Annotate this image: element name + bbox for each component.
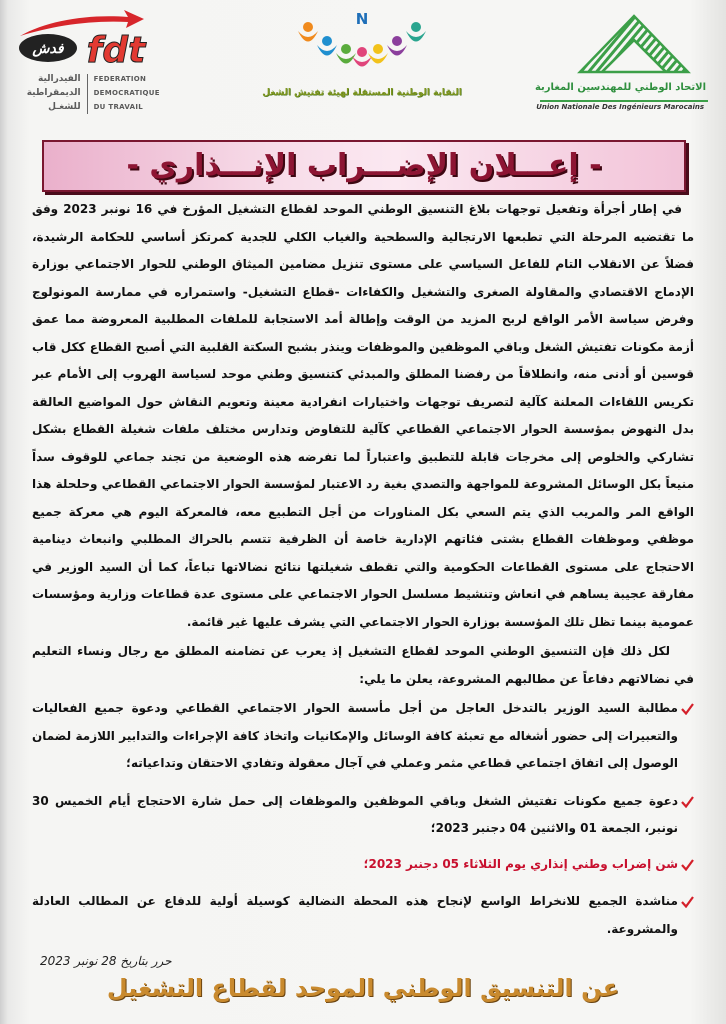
check-icon xyxy=(681,896,694,908)
person-figure-icon xyxy=(368,44,388,64)
person-body xyxy=(368,53,388,64)
demand-item-strike xyxy=(32,851,694,879)
person-body xyxy=(352,56,372,67)
notice-body xyxy=(32,196,694,954)
fdt-name-ar-line: للشغـل xyxy=(48,102,81,112)
people-circle-emblem xyxy=(296,8,428,82)
check-icon xyxy=(681,859,694,871)
person-head xyxy=(303,22,313,32)
demand-text: مناشدة الجميع للانخراط الواسع لإنجاح هذه المحطة النضالية كوسيلة أولية للدفاع عن المطالب العادلة والمشروعة. xyxy=(32,894,678,936)
declaration-paragraph: لكل ذلك فإن التنسيق الوطني الموحد لقطاع التشغيل إذ يعرب عن تضامنه المطلق مع رجال ونساء التعليم في نضالاتهم دفاعاً عن مطالبهم المشروعة، يعلن ما يلي: xyxy=(32,644,694,686)
person-body xyxy=(336,53,356,64)
demand-item xyxy=(32,788,694,843)
fdt-mark-arabic: فدش xyxy=(32,41,64,57)
labour-inspection-union-logo xyxy=(262,8,462,108)
check-icon xyxy=(681,796,694,808)
person-figure-icon xyxy=(317,36,337,56)
demand-text-highlighted: شن إضراب وطني إنذاري يوم الثلاثاء 05 دجنبر 2023؛ xyxy=(363,856,678,871)
demand-text: مطالبة السيد الوزير بالتدخل العاجل من أجل مأسسة الحوار الاجتماعي القطاعي ودعوة جميع الفعاليات والتعبيرات إلى حضور أشغاله مع تعبئة كافة الوسائل والإمكانيات واتخاذ كافة الإجراءات والتدابير اللازمة لضمان الوصول إلى اتفاق اجتماعي قطاعي مثمر وعملي في آجال معقولة وتفادي الاحتقان وتداعياته؛ xyxy=(32,701,678,770)
page-title: - إعـــلان الإضـــراب الإنـــذاري - xyxy=(126,148,602,183)
fdt-emblem xyxy=(16,8,162,68)
demands-list xyxy=(32,695,694,943)
person-figure-icon xyxy=(352,47,372,67)
person-figure-icon xyxy=(406,22,426,42)
fdt-name-fr-line: DEMOCRATIQUE xyxy=(93,89,160,97)
person-body xyxy=(406,31,426,42)
engineers-union-name-french: Union Nationale Des Ingénieurs Marocains xyxy=(536,103,704,111)
person-head xyxy=(373,44,383,54)
fdt-name-arabic xyxy=(18,72,81,116)
engineers-union-logo xyxy=(528,8,708,114)
person-figure-icon xyxy=(298,22,318,42)
hatched-triangle-band xyxy=(580,16,688,72)
triangle-emblem xyxy=(576,10,692,76)
person-body xyxy=(387,45,407,56)
signature: عن التنسيق الوطني الموحد لقطاع التشغيل xyxy=(106,974,620,1002)
vertical-divider xyxy=(87,74,88,114)
intro-paragraph: في إطار أجرأة وتفعيل توجهات بلاغ التنسيق الوطني الموحد لقطاع التشغيل المؤرخ في 16 نونبر 2023 وفق ما تقتضيه المرحلة التي تطبعها الارتجالية والسطحية والغياب الكلي للجدية كمرتكز أساسي للحكامة الرشيدة، فضلاً عن الانقلاب التام للفاعل السياسي على مستوى تنزيل مضامين الميثاق الوطني للحوار الاجتماعي بوزارة الإدماج الاقتصادي والمقاولة الصغرى والتشغيل والكفاءات -قطاع التشغيل- واستمراره في ممارسة المونولوج وفرض سياسة الأمر الواقع لربح المزيد من الوقت وإطالة أمد الاستجابة للملفات المطلبية المعروضة مما عمق أزمة مكونات تفتيش الشغل وباقي الموظفين والموظفات وينذر بشبح السكتة القلبية التي أصبح القطاع ككل قاب قوسين أو أدنى منه، وانطلاقاً من رفضنا المطلق والمبدئي كتنسيق وطني موحد لسياسة الهروب إلى الأمام عبر تكريس اللقاءات المعلنة كآلية لتصريف توجهات واختيارات انفرادية معينة وتعويم النقاش حول المواضيع العالقة بدل النهوض بمؤسسة الحوار الاجتماعي القطاعي كآلية للتفاوض وتدارس مختلف ملفات شغيلة القطاع بشكل تشاركي والخلوص إلى مخرجات قابلة للتطبيق واعتباراً لما تفرضه هذه الوضعية من تجند جماعي للوقوف سداً منيعاً بكل الوسائل المشروعة للمواجهة والتصدي بغية رد الاعتبار لمؤسسة الحوار الاجتماعي القطاعي وحلحلة هذا الواقع المر والمريب الذي يتم السعي بكل المناورات من أجل التطبيع معه، فالمعركة اليوم هي معركة جميع موظفي وموظفات القطاع بشتى فئاتهم الإدارية خاصة أن الظرفية تتسم بالحراك المطلبي وانبعاث دينامية الاحتجاج على مستوى القطاعات الحكومية والتي تقطف شغيلتها نتائج نضالاتها تباعاً، كما أن السيد الوزير في مفارقة عجيبة يساهم في انعاش وتنشيط مسلسل الحوار الاجتماعي على مستوى عدة قطاعات وزارية ومؤسسات عمومية بينما تظل تلك المؤسسة بوزارة الحوار الاجتماعي التي يشرف عليها غير قائمة. xyxy=(32,202,694,629)
fdt-name-ar-line: الديمقراطية xyxy=(26,88,81,98)
person-head xyxy=(357,47,367,57)
fdt-names xyxy=(18,72,162,116)
fdt-mark-latin: fdt xyxy=(86,30,146,68)
person-figure-icon xyxy=(336,44,356,64)
person-head xyxy=(341,44,351,54)
issue-date: حرر بتاريخ 28 نونبر 2023 xyxy=(40,954,172,968)
fdt-logo xyxy=(16,8,162,116)
fdt-name-french xyxy=(94,72,162,116)
person-body xyxy=(317,45,337,56)
person-head xyxy=(392,36,402,46)
person-body xyxy=(298,31,318,42)
check-icon xyxy=(681,703,694,715)
engineers-union-name-arabic: الاتحاد الوطني للمهندسين المغاربة xyxy=(534,82,706,93)
person-head xyxy=(411,22,421,32)
person-head xyxy=(322,36,332,46)
demand-item xyxy=(32,888,694,943)
demand-text: دعوة جميع مكونات تفتيش الشغل وباقي الموظفين والموظفات إلى حمل شارة الاحتجاج أيام الخميس 30 نونبر، الجمعة 01 والاثنين 04 دجنبر 2023؛ xyxy=(32,793,678,835)
n-letter-mark: N xyxy=(355,10,369,28)
green-divider xyxy=(540,100,708,102)
demand-item xyxy=(32,695,694,778)
fdt-name-fr-line: DU TRAVAIL xyxy=(93,103,144,111)
person-figure-icon xyxy=(387,36,407,56)
fdt-name-fr-line: FEDERATION xyxy=(93,75,147,83)
fdt-name-ar-line: الفيدرالية xyxy=(37,74,81,84)
title-banner xyxy=(42,140,686,192)
center-logo-name: النقابة الوطنية المستقلة لهيئة تفتيش الشغل xyxy=(262,88,462,98)
